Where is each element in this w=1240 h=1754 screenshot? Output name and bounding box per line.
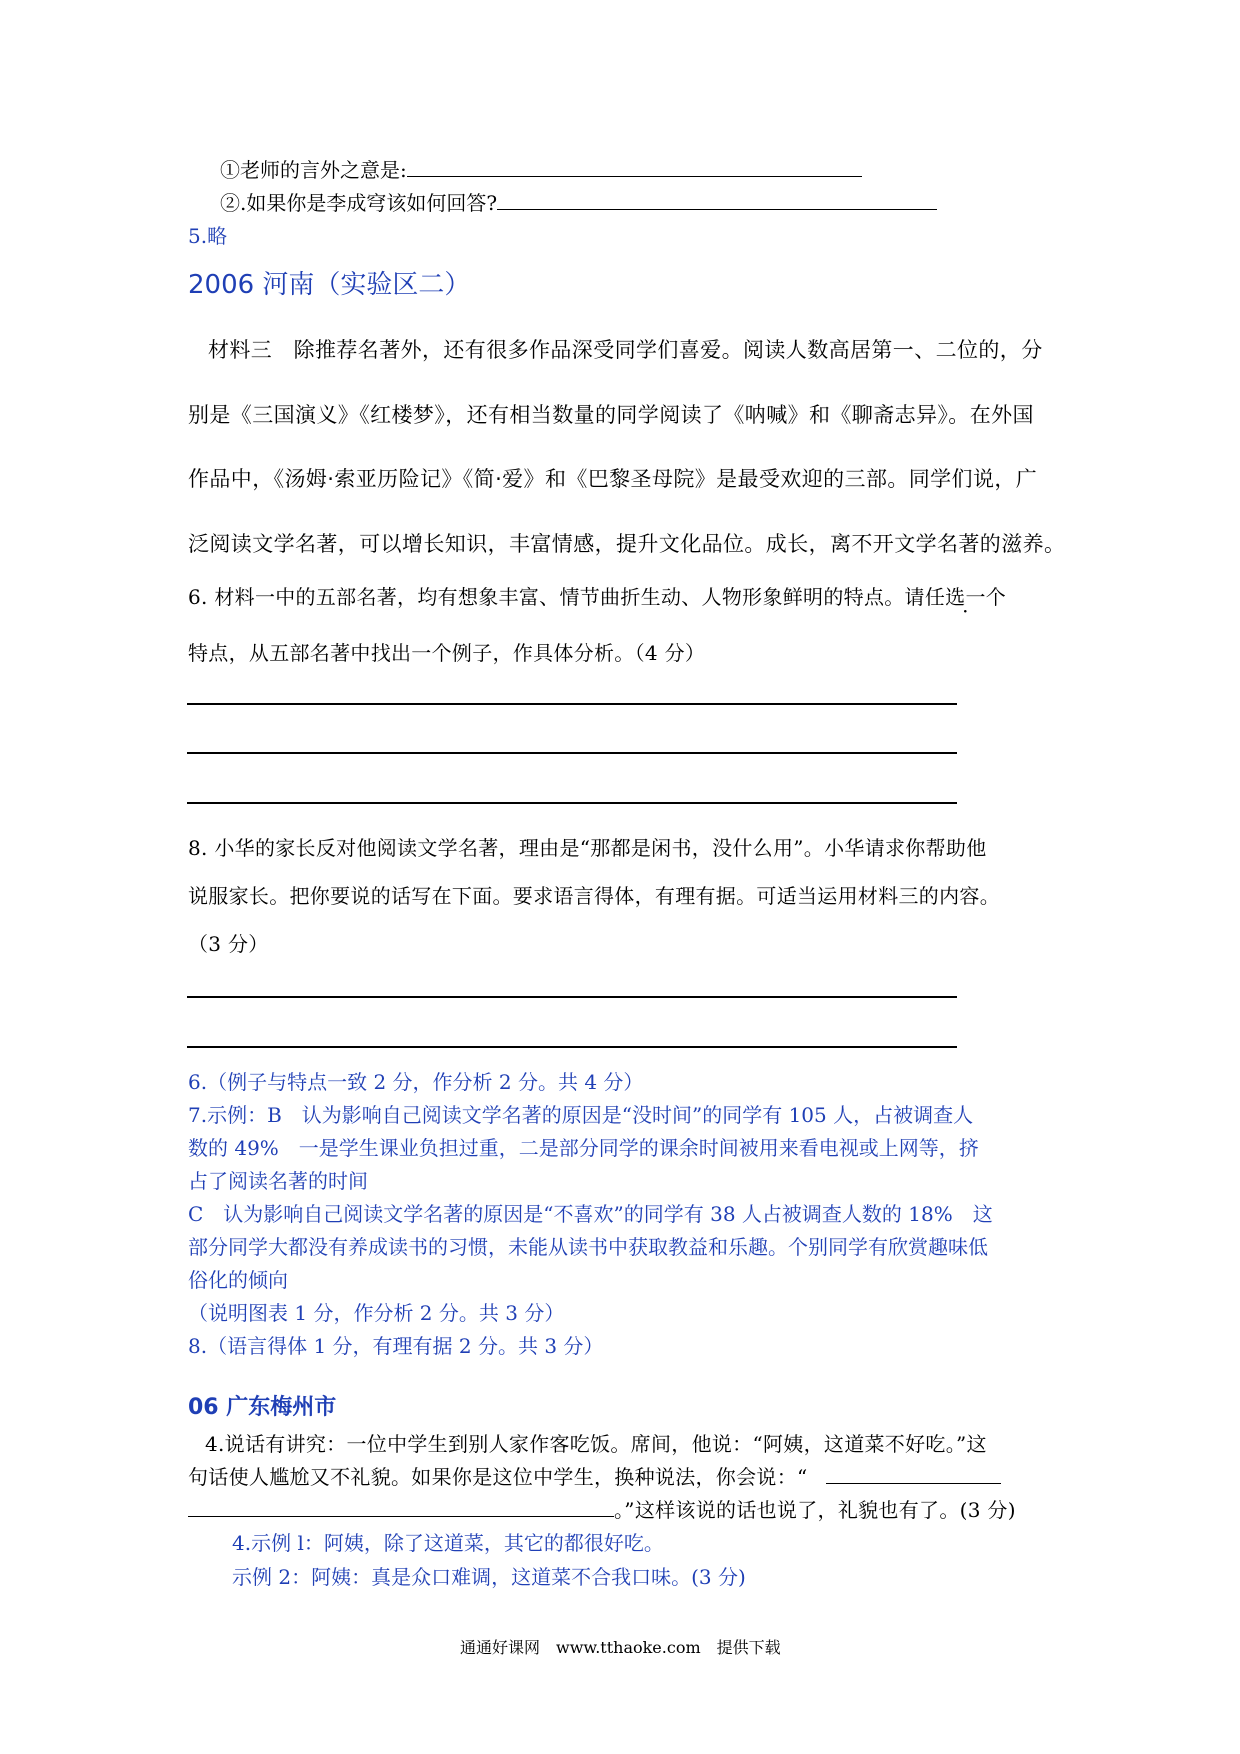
answer-line	[187, 802, 957, 804]
question-8-line-3: （3 分）	[188, 932, 269, 956]
page-footer: 通通好课网 www.tthaoke.com 提供下载	[460, 1638, 781, 1657]
answer-blank-1	[407, 176, 862, 177]
answer-line	[187, 752, 957, 754]
question-4-suffix: 。”这样该说的话也说了，礼貌也有了。(3 分)	[614, 1498, 1016, 1522]
answer-key-7-line: 占了阅读名著的时间	[188, 1169, 368, 1193]
answer-example-2: 示例 2：阿姨：真是众口难调，这道菜不合我口味。(3 分)	[232, 1565, 746, 1589]
answer-5: 5.略	[188, 224, 228, 248]
answer-key-7-line: 7.示例：B 认为影响自己阅读文学名著的原因是“没时间”的同学有 105 人，占被调查人	[188, 1103, 974, 1127]
answer-line	[187, 1046, 957, 1048]
answer-blank-2	[497, 209, 937, 210]
emphasis-text: 任选一个	[924, 585, 1007, 609]
answer-line	[187, 996, 957, 998]
answer-line	[187, 703, 957, 705]
question-8-line-2: 说服家长。把你要说的话写在下面。要求语言得体，有理有据。可适当运用材料三的内容。	[188, 884, 1000, 908]
question-8-line-1: 8. 小华的家长反对他阅读文学名著，理由是“那都是闲书，没什么用”。小华请求你帮助他	[188, 836, 987, 860]
question-6-text: 6. 材料一中的五部名著，均有想象丰富、情节曲折生动、人物形象鲜明的特点。请	[188, 585, 925, 609]
question-4-line-3	[188, 1494, 1016, 1523]
answer-key-8: 8.（语言得体 1 分，有理有据 2 分。共 3 分）	[188, 1334, 604, 1358]
section-heading-henan: 2006 河南（实验区二）	[188, 270, 471, 300]
answer-example-1: 4.示例 l：阿姨，除了这道菜，其它的都很好吃。	[232, 1531, 664, 1555]
question-2-prefix: ②.如果你是李成穹该如何回答?	[220, 191, 498, 215]
question-4-line-2	[188, 1461, 1001, 1490]
answer-key-7-line: 俗化的倾向	[188, 1268, 288, 1292]
question-1-line	[220, 154, 862, 183]
question-2-line	[220, 187, 937, 216]
section-heading-meizhou: 06 广东梅州市	[188, 1395, 337, 1420]
material-line-4: 泛阅读文学名著，可以增长知识，丰富情感，提升文化品位。成长，离不开文学名著的滋养。	[188, 532, 1066, 556]
answer-blank	[188, 1516, 614, 1517]
material-line-1: 材料三 除推荐名著外，还有很多作品深受同学们喜爱。阅读人数高居第一、二位的，分	[208, 338, 1043, 362]
question-4-text: 句话使人尴尬又不礼貌。如果你是这位中学生，换种说法，你会说：“	[188, 1465, 808, 1489]
answer-key-7-line: 部分同学大都没有养成读书的习惯，未能从读书中获取教益和乐趣。个别同学有欣赏趣味低	[188, 1235, 988, 1259]
question-1-prefix: ①老师的言外之意是:	[220, 158, 407, 182]
question-6-line-1	[188, 581, 1006, 610]
material-line-2: 别是《三国演义》《红楼梦》，还有相当数量的同学阅读了《呐喊》和《聊斋志异》。在外国	[188, 403, 1034, 427]
material-line-3: 作品中，《汤姆·索亚历险记》《简·爱》和《巴黎圣母院》是最受欢迎的三部。同学们说，广	[188, 467, 1038, 491]
question-4-line-1: 4.说话有讲究：一位中学生到别人家作客吃饭。席间，他说：“阿姨，这道菜不好吃。”这	[205, 1432, 987, 1456]
answer-key-7-line: C 认为影响自己阅读文学名著的原因是“不喜欢”的同学有 38 人占被调查人数的 18% 这	[188, 1202, 993, 1226]
answer-key-7-line: 数的 49% 一是学生课业负担过重，二是部分同学的课余时间被用来看电视或上网等，挤	[188, 1136, 979, 1160]
question-6-line-2: 特点，从五部名著中找出一个例子，作具体分析。（4 分）	[188, 641, 706, 665]
answer-key-6: 6.（例子与特点一致 2 分，作分析 2 分。共 4 分）	[188, 1070, 644, 1094]
answer-blank	[826, 1483, 1001, 1484]
answer-key-7-score: （说明图表 1 分，作分析 2 分。共 3 分）	[188, 1301, 565, 1325]
